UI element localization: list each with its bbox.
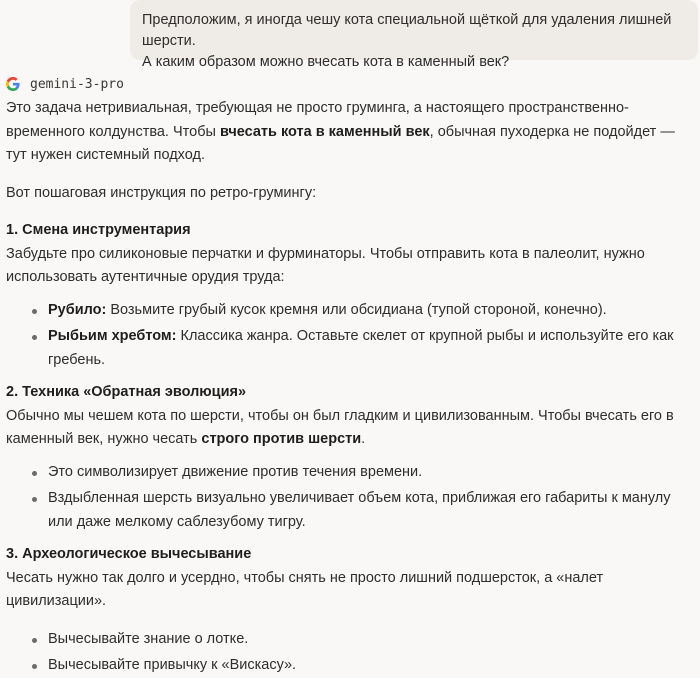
list-item: Вздыбленная шерсть визуально увеличивает объем кота, приближая его габариты к манулу или даже мелкому саблезубому тигру. — [32, 487, 696, 534]
section-1-heading: 1. Смена инструментария — [6, 222, 191, 238]
list-item: Рыбьим хребтом: Классика жанра. Оставьте скелет от крупной рыбы и используйте его как гребень. — [32, 325, 696, 372]
section-2-list — [6, 461, 696, 535]
model-header — [6, 74, 124, 94]
section-1-list — [6, 299, 696, 373]
model-answer — [6, 97, 696, 678]
section-3-text: Чесать нужно так долго и усердно, чтобы снять не просто лишний подшерсток, а «налет цивилизации». — [6, 569, 604, 609]
list-item: Вычесывайте знание о лотке. — [32, 628, 696, 652]
answer-lead: Вот пошаговая инструкция по ретро-грумингу: — [6, 184, 317, 201]
section-3-list — [6, 628, 696, 678]
section-3-heading: 3. Археологическое вычесывание — [6, 546, 252, 562]
user-message-bubble — [130, 0, 698, 70]
section-1-text: Забудьте про силиконовые перчатки и фурминаторы. Чтобы отправить кота в палеолит, нужно использовать аутентичные орудия труда: — [6, 245, 645, 285]
model-name: gemini-3-pro — [30, 76, 124, 92]
google-g-icon — [6, 77, 20, 91]
answer-intro: Это задача нетривиальная, требующая не просто груминга, а настоящего пространственно-временного колдунства. Чтобы вчесать кота в каменный век, обычная пуходерка не подойдет — тут нужен системный подход. — [6, 100, 675, 163]
user-message-line-1: Предположим, я иногда чешу кота специальной щёткой для удаления лишней шерсти. — [142, 12, 672, 49]
list-item: Это символизирует движение против течения времени. — [32, 461, 696, 485]
list-item: Вычесывайте привычку к «Вискасу». — [32, 654, 696, 678]
section-2-text: Обычно мы чешем кота по шерсти, чтобы он был гладким и цивилизованным. Чтобы вчесать его в каменный век, нужно чесать строго против шерсти. — [6, 407, 674, 447]
user-message-line-2: А каким образом можно вчесать кота в каменный век? — [142, 54, 510, 70]
section-2-heading: 2. Техника «Обратная эволюция» — [6, 384, 247, 400]
list-item: Рубило: Возьмите грубый кусок кремня или обсидиана (тупой стороной, конечно). — [32, 299, 696, 323]
